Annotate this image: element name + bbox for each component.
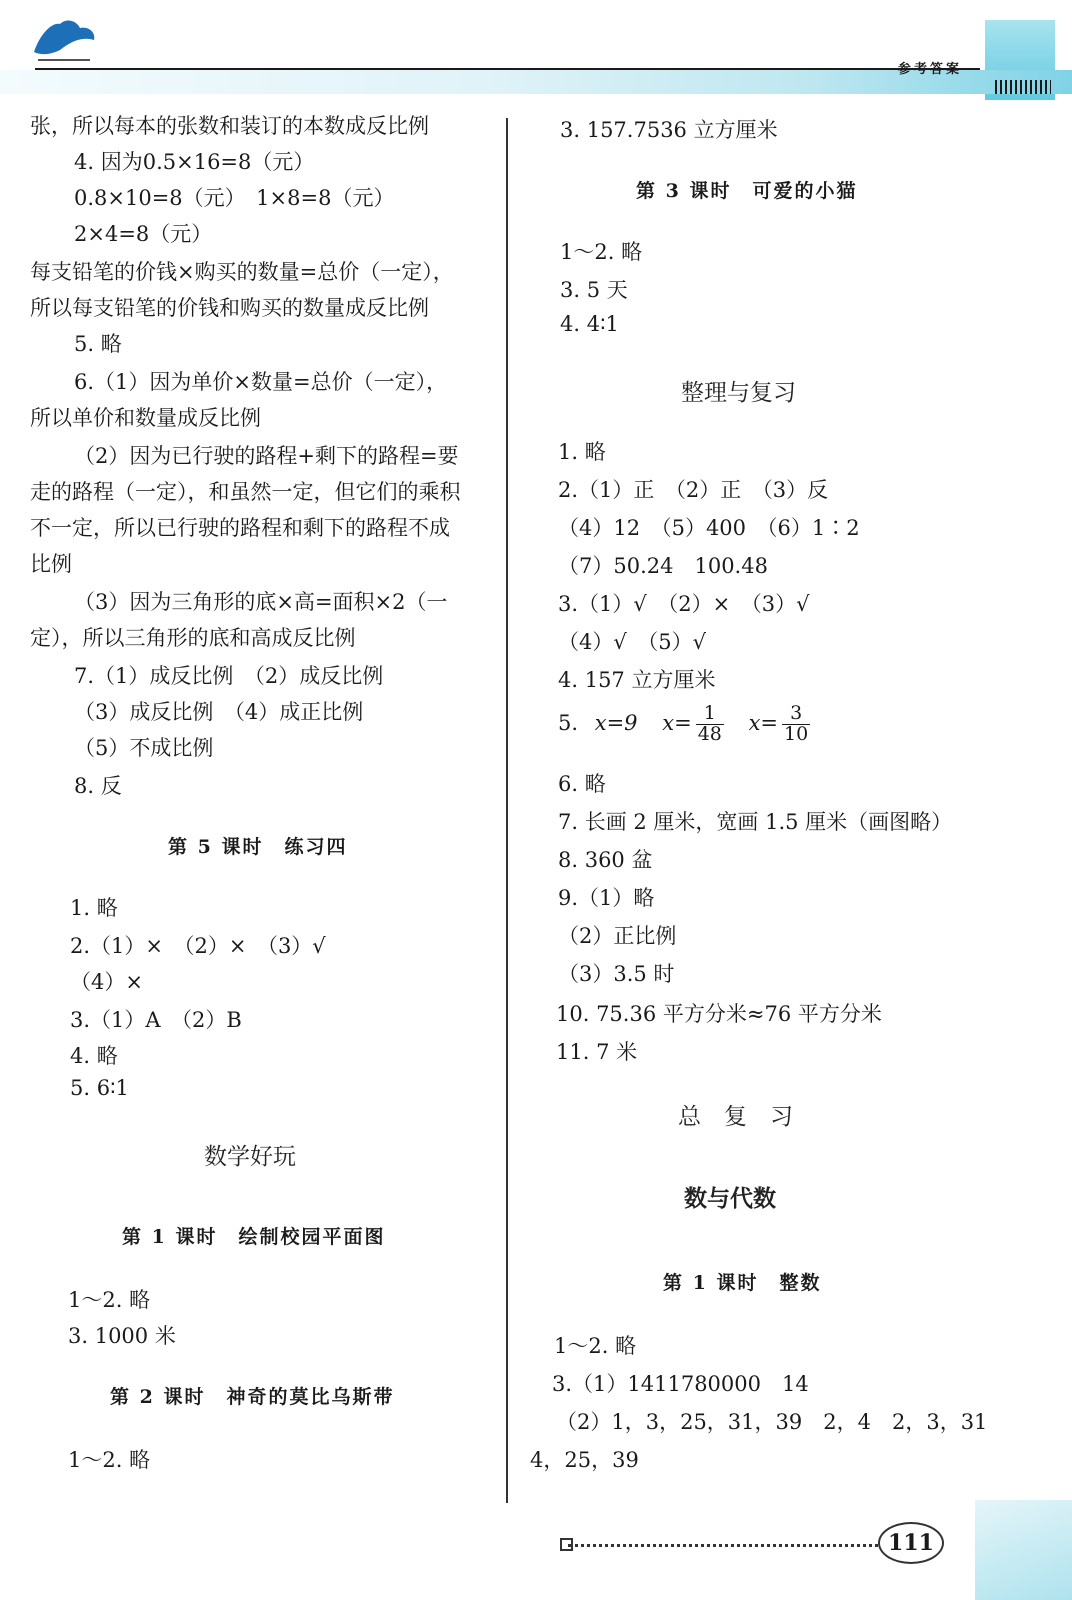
equation-x3: x=: [748, 710, 779, 735]
header-label: 参考答案: [898, 62, 963, 77]
answer-line: （2）正比例: [558, 924, 677, 948]
answer-line: （2）1，3，25，31，39 2，4 2，3，31: [556, 1410, 988, 1434]
answer-line: 张，所以每本的张数和装订的本数成反比例: [30, 114, 429, 138]
equation-x1: x=9: [594, 710, 638, 735]
lesson-heading: 第 1 课时 整数: [663, 1272, 822, 1294]
right-column: [508, 0, 1072, 1600]
footer-dotted-rule: [568, 1544, 878, 1547]
answer-line: 4. 略: [70, 1044, 118, 1068]
answer-line: 5. 6∶1: [70, 1076, 129, 1100]
answer-line: 8. 反: [74, 774, 122, 798]
answer-line: （2）因为已行驶的路程+剩下的路程=要: [74, 444, 459, 468]
answer-line: 3.（1）1411780000 14: [552, 1372, 809, 1396]
answer-line: 不一定，所以已行驶的路程和剩下的路程不成: [30, 516, 450, 540]
answer-line: 1. 略: [558, 440, 606, 464]
answer-line: 2.（1）正 （2）正 （3）反: [558, 478, 829, 502]
answer-line: 所以每支铅笔的价钱和购买的数量成反比例: [30, 296, 429, 320]
answer-line: 4. 4∶1: [560, 312, 619, 336]
item-number: 5.: [558, 710, 579, 735]
answer-line: 1～2. 略: [560, 240, 643, 264]
footer-decoration: [975, 1500, 1072, 1600]
section-heading: 整理与复习: [681, 380, 796, 406]
lesson-heading: 第 5 课时 练习四: [168, 836, 348, 858]
answer-line: 比例: [30, 552, 72, 576]
section-heading: 数学好玩: [204, 1144, 296, 1170]
answer-line: 每支铅笔的价钱×购买的数量=总价（一定），: [30, 260, 454, 284]
answer-line: 所以单价和数量成反比例: [30, 406, 261, 430]
answer-line: （3）3.5 时: [558, 962, 675, 986]
left-column: [0, 0, 505, 1600]
answer-line: 5. 略: [74, 332, 122, 356]
answer-line: （4）12 （5）400 （6）1∶2: [558, 516, 860, 540]
answer-line: （4）×: [70, 970, 143, 994]
answer-line: （3）因为三角形的底×高=面积×2（一: [74, 590, 448, 614]
answer-line: 1～2. 略: [68, 1448, 151, 1472]
answer-line: （7）50.24 100.48: [558, 554, 768, 578]
answer-line: 定），所以三角形的底和高成反比例: [30, 626, 356, 650]
lesson-heading: 第 3 课时 可爱的小猫: [636, 180, 858, 202]
lesson-heading: 第 2 课时 神奇的莫比乌斯带: [110, 1386, 395, 1408]
answer-line: 1. 略: [70, 896, 118, 920]
answer-line: 10. 75.36 平方分米≈76 平方分米: [556, 1002, 882, 1026]
answer-line: 4. 157 立方厘米: [558, 668, 716, 692]
page-number: 111: [878, 1522, 944, 1564]
answer-line: 2×4=8（元）: [74, 222, 213, 246]
answer-line: 1～2. 略: [554, 1334, 637, 1358]
answer-line: 3. 157.7536 立方厘米: [560, 118, 778, 142]
answer-line: 7.（1）成反比例 （2）成反比例: [74, 664, 384, 688]
answer-line: 11. 7 米: [556, 1040, 638, 1064]
answer-line: 3. 1000 米: [68, 1324, 176, 1348]
answer-line: （5）不成比例: [74, 736, 214, 760]
section-heading: 总 复 习: [678, 1104, 793, 1130]
answer-line: 3.（1）√ （2）× （3）√: [558, 592, 810, 616]
answer-line: 7. 长画 2 厘米，宽画 1.5 厘米（画图略）: [558, 810, 953, 834]
answer-line: 6.（1）因为单价×数量=总价（一定），: [74, 370, 448, 394]
fraction: $\frac{1}{48}$: [697, 702, 722, 745]
answer-line: 4. 因为0.5×16=8（元）: [74, 150, 315, 174]
answer-line: 2.（1）× （2）× （3）√: [70, 934, 326, 958]
answer-line: 9.（1）略: [558, 886, 655, 910]
answer-line: 3.（1）A （2）B: [70, 1008, 242, 1032]
answer-line: 6. 略: [558, 772, 606, 796]
lesson-heading: 第 1 课时 绘制校园平面图: [122, 1226, 386, 1248]
equation-line: [558, 704, 814, 745]
answer-line: 0.8×10=8（元） 1×8=8（元）: [74, 186, 395, 210]
answer-line: （4）√ （5）√: [558, 630, 706, 654]
answer-line: 4，25，39: [530, 1448, 639, 1472]
fraction: $\frac{3}{10}$: [784, 702, 809, 745]
equation-x2: x=: [662, 710, 692, 735]
section-heading: 数与代数: [684, 1186, 776, 1212]
answer-line: 3. 5 天: [560, 278, 628, 302]
answer-line: 8. 360 盆: [558, 848, 653, 872]
answer-line: 走的路程（一定），和虽然一定，但它们的乘积: [30, 480, 461, 504]
answer-line: （3）成反比例 （4）成正比例: [74, 700, 364, 724]
answer-line: 1～2. 略: [68, 1288, 151, 1312]
